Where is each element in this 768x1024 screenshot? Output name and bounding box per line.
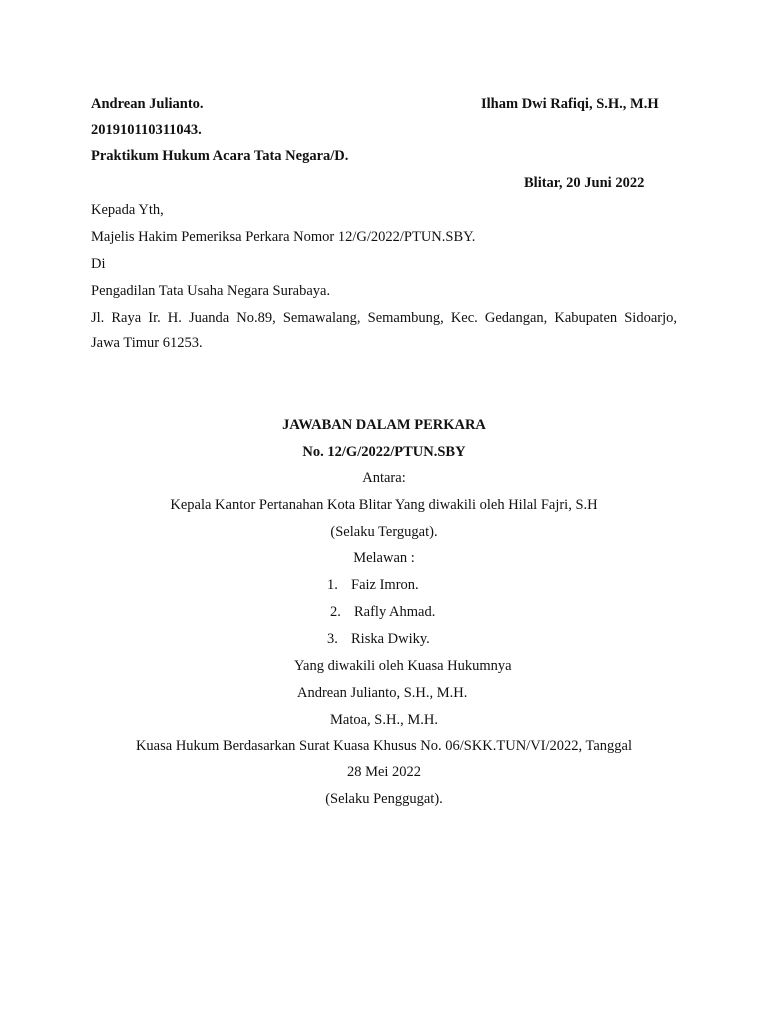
plaintiff-item xyxy=(330,603,435,621)
author-name: Andrean Julianto. xyxy=(91,96,204,112)
course-name: Praktikum Hukum Acara Tata Negara/D. xyxy=(91,148,349,164)
plaintiff-name: Rafly Ahmad. xyxy=(354,604,436,620)
court-name: Pengadilan Tata Usaha Negara Surabaya. xyxy=(91,283,331,299)
defendant-role: (Selaku Tergugat). xyxy=(330,524,438,540)
address-line-2: Jawa Timur 61253. xyxy=(91,335,203,351)
address-line-1: Jl. Raya Ir. H. Juanda No.89, Semawalang, Semambung, Kec. Gedangan, Kabupaten Sidoarjo, xyxy=(91,310,677,326)
power-of-attorney-line-1: Kuasa Hukum Berdasarkan Surat Kuasa Khusus No. 06/SKK.TUN/VI/2022, Tanggal xyxy=(135,738,633,754)
plaintiff-role: (Selaku Penggugat). xyxy=(325,791,443,807)
case-number: No. 12/G/2022/PTUN.SBY xyxy=(302,444,466,460)
plaintiff-number: 3. xyxy=(327,631,338,647)
plaintiff-name: Faiz Imron. xyxy=(351,577,419,593)
student-id: 201910110311043. xyxy=(91,122,202,138)
plaintiff-item xyxy=(327,630,430,648)
defendant: Kepala Kantor Pertanahan Kota Blitar Yang diwakili oleh Hilal Fajri, S.H xyxy=(170,497,598,513)
document-title: JAWABAN DALAM PERKARA xyxy=(282,417,486,433)
between-label: Antara: xyxy=(362,470,406,486)
plaintiff-name: Riska Dwiky. xyxy=(351,631,430,647)
lecturer-name: Ilham Dwi Rafiqi, S.H., M.H xyxy=(481,96,659,112)
recipient: Majelis Hakim Pemeriksa Perkara Nomor 12/G/2022/PTUN.SBY. xyxy=(91,229,476,245)
place-date: Blitar, 20 Juni 2022 xyxy=(524,175,645,191)
di-label: Di xyxy=(91,256,106,272)
represented-by: Yang diwakili oleh Kuasa Hukumnya xyxy=(294,658,512,674)
lawyer-1: Andrean Julianto, S.H., M.H. xyxy=(297,685,468,701)
plaintiff-number: 2. xyxy=(330,604,341,620)
plaintiff-number: 1. xyxy=(327,577,338,593)
power-of-attorney-line-2: 28 Mei 2022 xyxy=(346,764,422,780)
greeting: Kepada Yth, xyxy=(91,202,164,218)
versus-label: Melawan : xyxy=(353,550,415,566)
plaintiff-item xyxy=(327,576,419,594)
lawyer-2: Matoa, S.H., M.H. xyxy=(330,712,438,728)
